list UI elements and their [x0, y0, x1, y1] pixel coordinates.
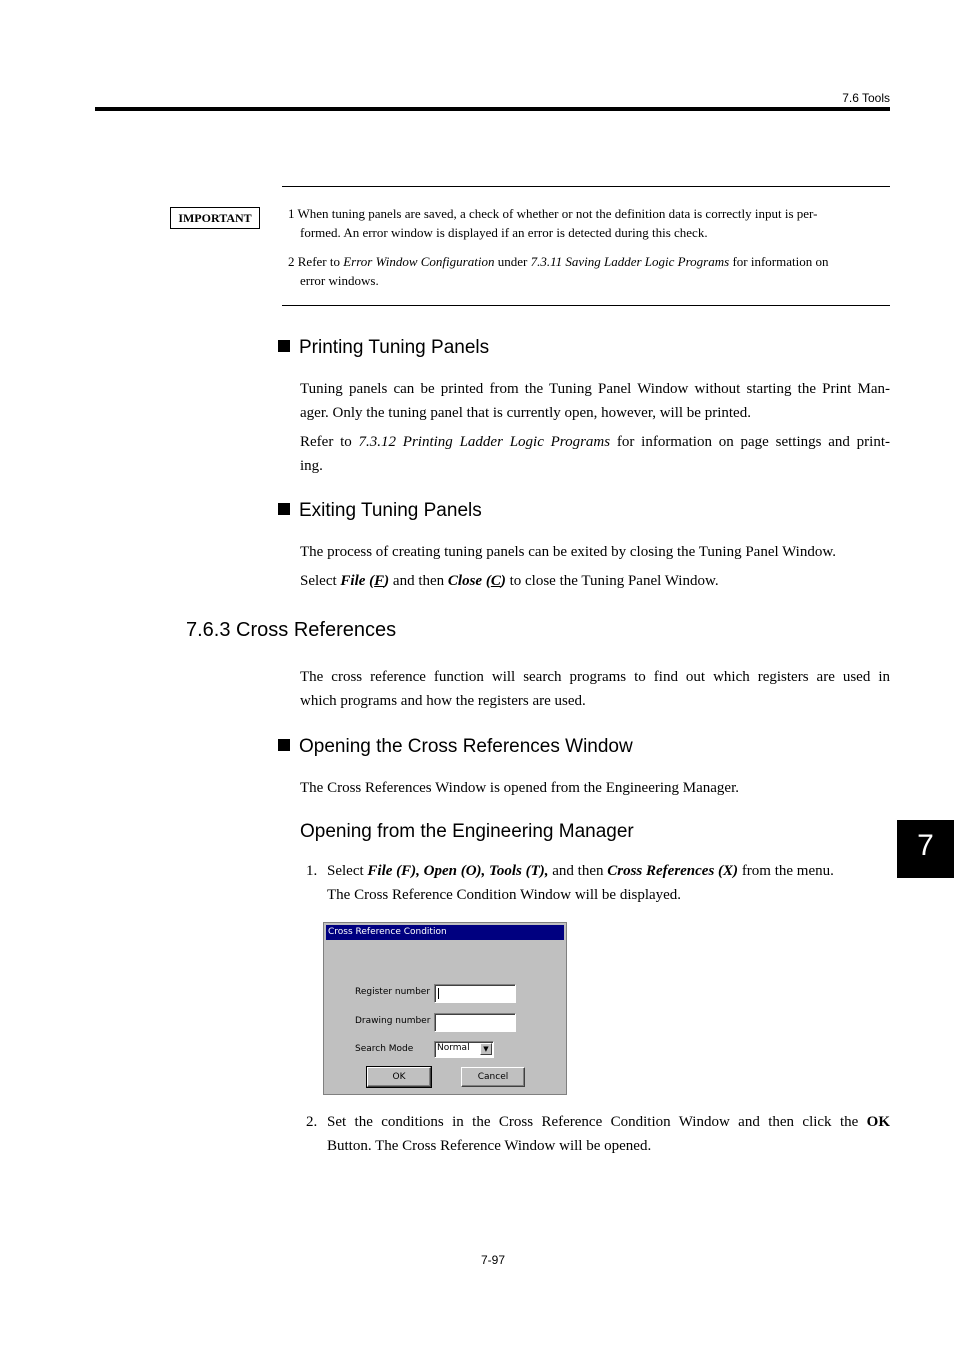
step-1-text	[327, 859, 890, 907]
search-mode-label: Search Mode	[355, 1044, 414, 1054]
register-number-label: Register number	[355, 987, 431, 997]
cross-reference-dialog	[323, 922, 567, 1095]
line: Refer to 7.3.12 Printing Ladder Logic Programs for information on page settings and print-	[300, 434, 890, 450]
important-item-2	[288, 252, 890, 290]
item-text-cont: formed. An error window is displayed if an error is detected during this check.	[300, 225, 708, 240]
important-top-rule	[282, 186, 890, 187]
exiting-heading	[278, 500, 482, 522]
heading-text: Opening the Cross References Window	[299, 736, 633, 757]
item-ref-2: 7.3.11 Saving Ladder Logic Programs	[530, 254, 730, 269]
line: ing.	[300, 458, 323, 474]
chapter-tab: 7	[897, 820, 954, 878]
important-badge: IMPORTANT	[170, 207, 260, 229]
heading-bullet	[278, 739, 290, 751]
line: Tuning panels can be printed from the Tuning Panel Window without starting the Print Man-	[300, 381, 890, 397]
header-rule	[95, 107, 890, 111]
exiting-paragraph-1: The process of creating tuning panels can be exited by closing the Tuning Panel Window.	[300, 544, 836, 560]
item-ref-1: Error Window Configuration	[343, 254, 495, 269]
opening-heading	[278, 736, 633, 758]
line: Button. The Cross Reference Window will be opened.	[327, 1138, 652, 1154]
ok-button[interactable]: OK	[367, 1067, 431, 1087]
heading-bullet	[278, 503, 290, 515]
item-number: 1	[288, 206, 295, 221]
item-text-pre: Refer to	[297, 254, 344, 269]
heading-bullet	[278, 340, 290, 352]
printing-heading	[278, 337, 489, 359]
line: ager. Only the tuning panel that is currently open, however, will be printed.	[300, 405, 751, 421]
cross-paragraph	[300, 665, 890, 713]
running-header: 7.6 Tools	[842, 91, 890, 105]
line: Select File (F), Open (O), Tools (T), and then Cross References (X) from the menu.	[327, 863, 834, 879]
item-text: When tuning panels are saved, a check of whether or not the definition data is correctly input is per-	[297, 206, 818, 221]
opening-paragraph: The Cross References Window is opened from the Engineering Manager.	[300, 780, 739, 796]
step-2-text	[327, 1110, 890, 1158]
item-text-mid: under	[494, 254, 531, 269]
line: Set the conditions in the Cross Reference Condition Window and then click the OK	[327, 1114, 890, 1130]
item-text-post: for information on	[729, 254, 829, 269]
text-cursor	[438, 988, 439, 999]
search-mode-select[interactable]	[434, 1041, 494, 1058]
step-1-number: 1.	[306, 863, 318, 879]
opening-subheading: Opening from the Engineering Manager	[300, 821, 634, 842]
printing-paragraph-1	[300, 377, 890, 425]
heading-text: Printing Tuning Panels	[299, 337, 490, 358]
register-number-input[interactable]	[434, 984, 516, 1003]
exiting-paragraph-2: Select File (F) and then Close (C) to close the Tuning Panel Window.	[300, 573, 719, 589]
drawing-number-input[interactable]	[434, 1013, 516, 1032]
item-text-cont: error windows.	[300, 273, 379, 288]
dialog-titlebar: Cross Reference Condition	[326, 925, 564, 940]
ref-link: 7.3.12 Printing Ladder Logic Programs	[358, 434, 611, 450]
search-mode-value: Normal	[437, 1043, 470, 1053]
important-bottom-rule	[282, 305, 890, 306]
item-number: 2	[288, 254, 295, 269]
important-item-1	[288, 204, 890, 242]
heading-text: Exiting Tuning Panels	[299, 500, 482, 521]
printing-paragraph-2	[300, 430, 890, 478]
step-2-number: 2.	[306, 1114, 318, 1130]
dropdown-arrow-icon[interactable]: ▼	[480, 1043, 492, 1055]
line: The cross reference function will search programs to find out which registers are used in	[300, 669, 890, 685]
page-number: 7-97	[480, 1253, 506, 1267]
section-heading: 7.6.3 Cross References	[186, 619, 397, 641]
cancel-button[interactable]: Cancel	[461, 1067, 525, 1087]
drawing-number-label: Drawing number	[355, 1016, 431, 1026]
line: which programs and how the registers are used.	[300, 693, 586, 709]
line: The Cross Reference Condition Window will be displayed.	[327, 887, 682, 903]
